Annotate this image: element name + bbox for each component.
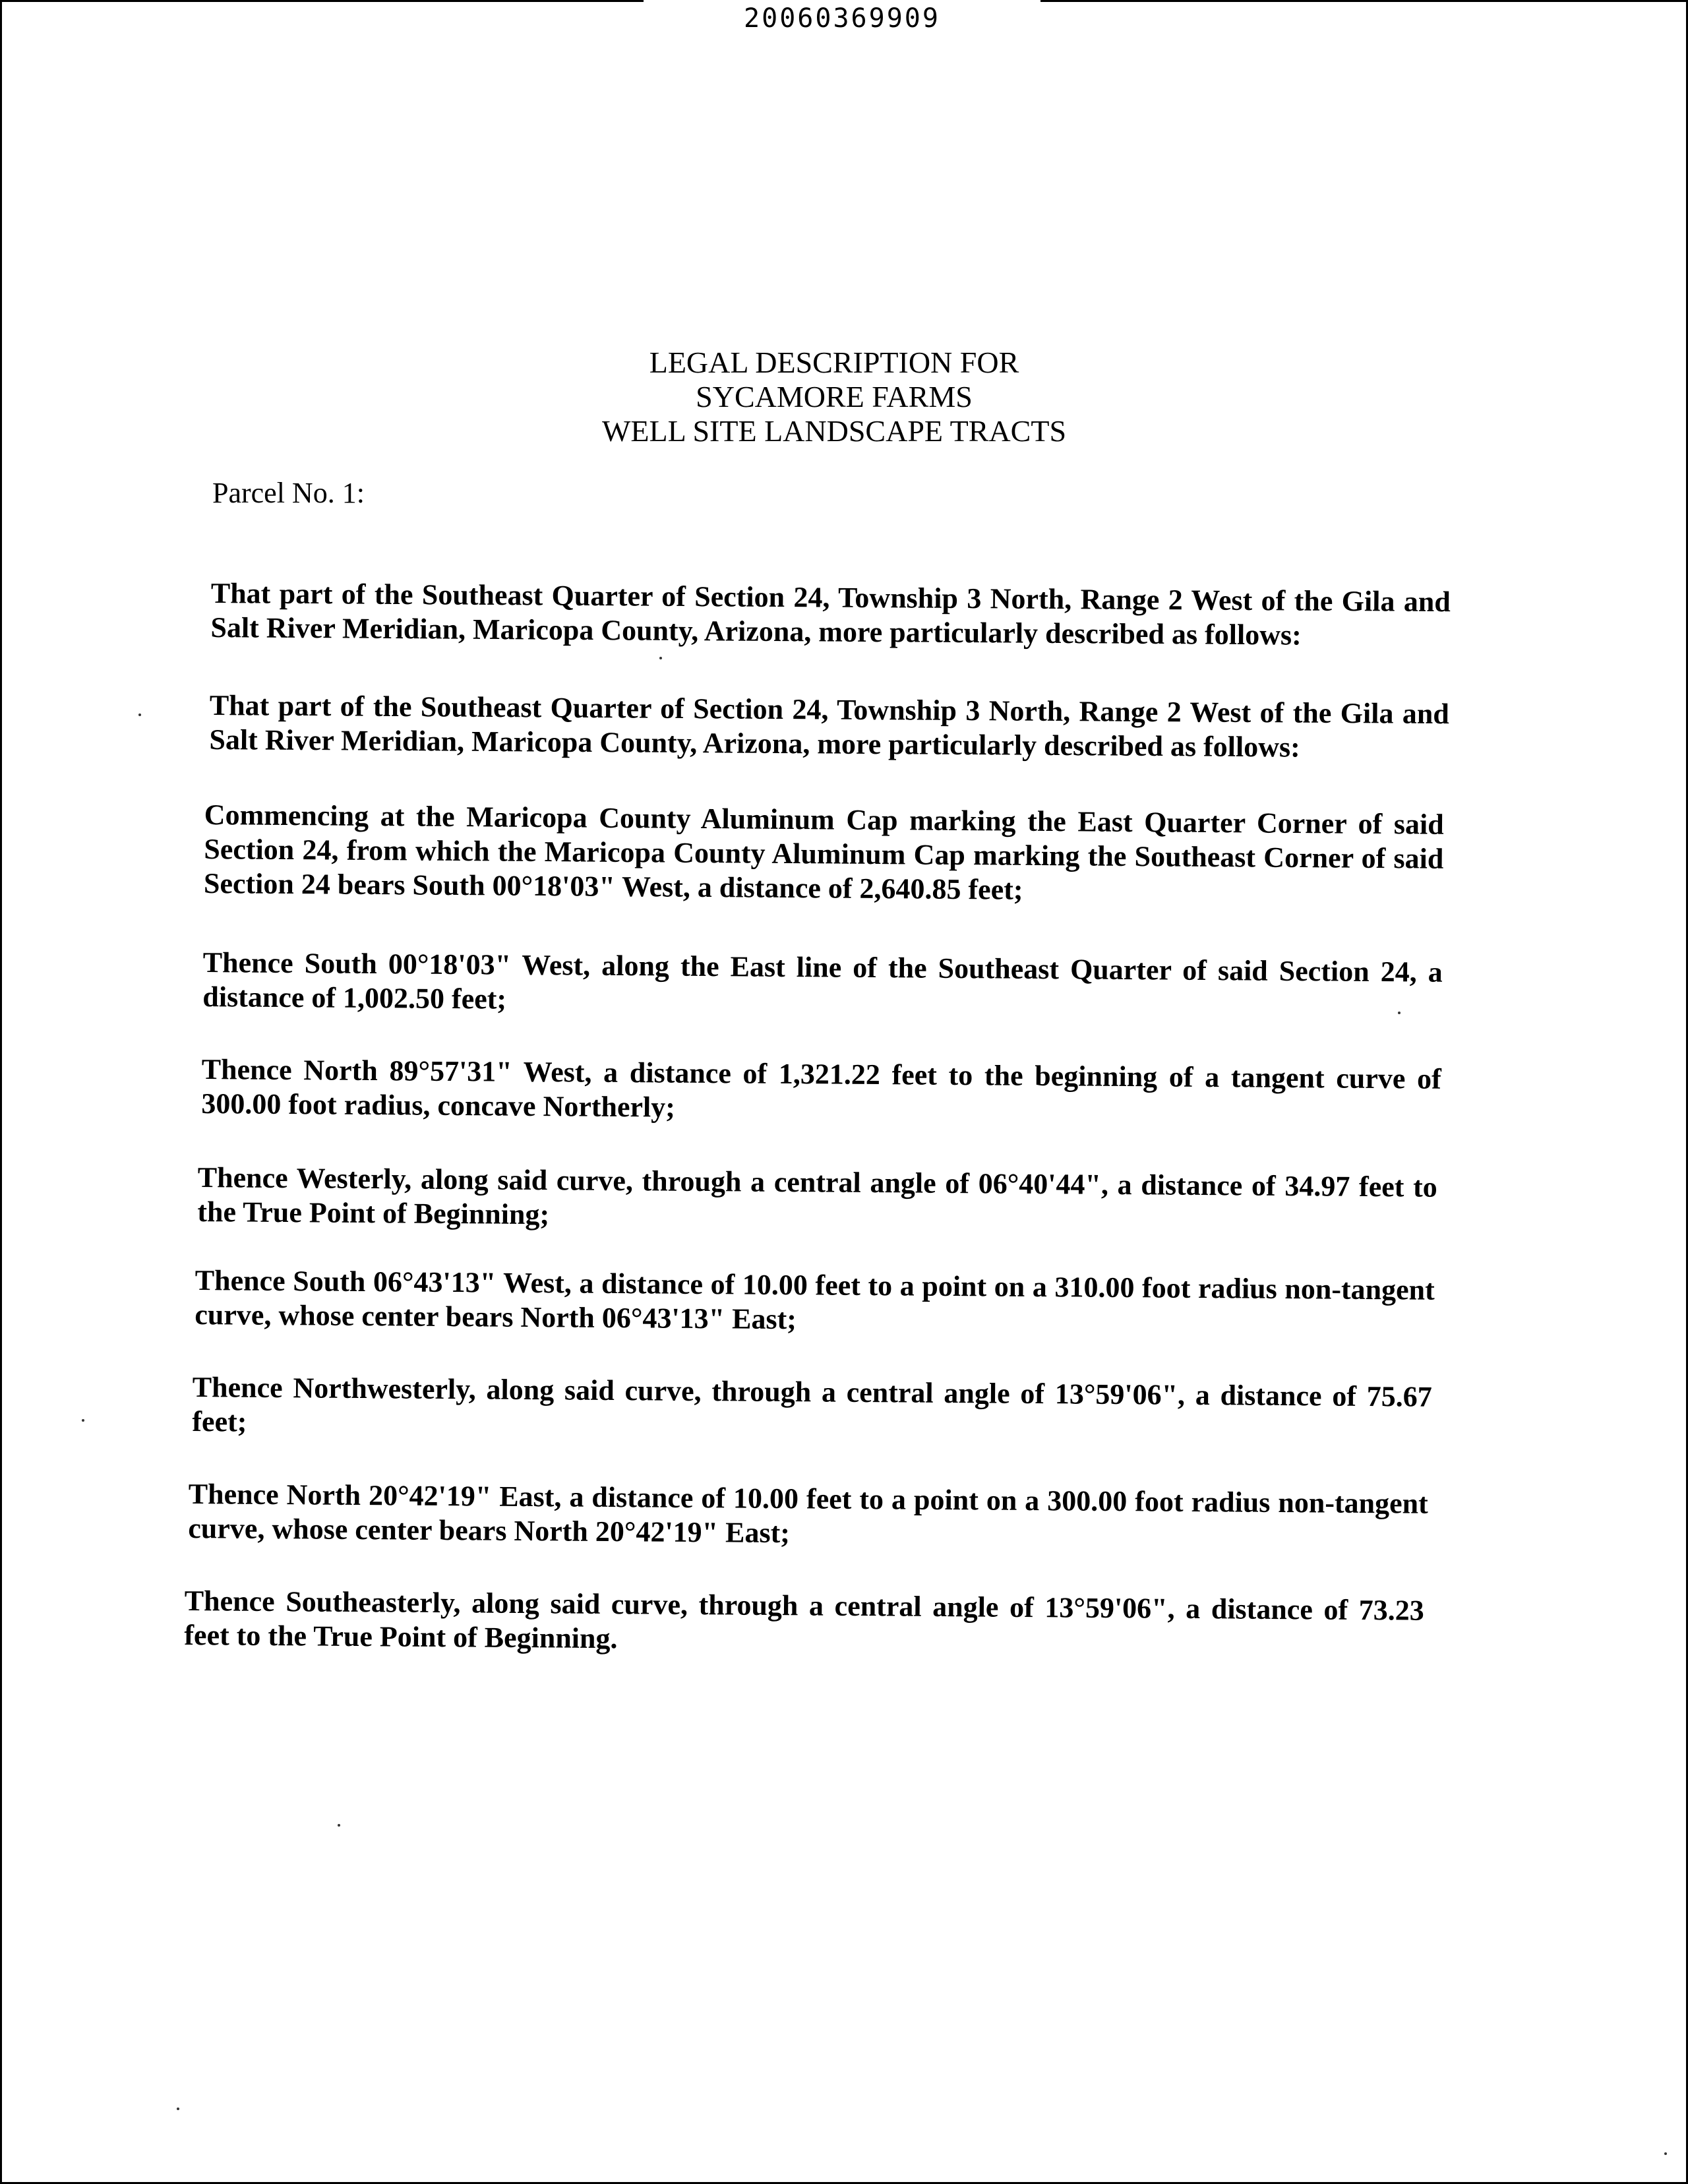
course-paragraph-6: Thence North 20°42'19" East, a distance of 10.00 feet to a point on a 300.00 foot radius non-tangent curve, whose center bears North 20°42'19" East;	[188, 1478, 1428, 1550]
commencing-paragraph: Commencing at the Maricopa County Aluminum Cap marking the East Quarter Corner of said Section 24, from which the Maricopa County Aluminum Cap marking the Southeast Corner of said Section 24 bears South 00°18'03" West, a distance of 2,640.85 feet;	[203, 799, 1444, 906]
scan-speck	[138, 713, 141, 716]
scan-speck	[82, 1419, 84, 1422]
scan-speck	[338, 1824, 340, 1827]
course-paragraph-3: Thence Westerly, along said curve, through a central angle of 06°40'44", a distance of 34.97 feet to the True Point of Beginning;	[197, 1161, 1437, 1231]
course-paragraph-5: Thence Northwesterly, along said curve, through a central angle of 13°59'06", a distance of 75.67 feet;	[192, 1371, 1432, 1438]
scan-border-left	[0, 0, 2, 2184]
scan-speck	[177, 2108, 179, 2110]
description-paragraph-2: That part of the Southeast Quarter of Section 24, Township 3 North, Range 2 West of the Gila and Salt River Meridian, Maricopa County, Arizona, more particularly described as follows:	[209, 689, 1449, 764]
scan-speck	[659, 657, 662, 659]
document-title	[462, 346, 1207, 448]
scan-border-top-right	[1040, 0, 1688, 2]
parcel-label: Parcel No. 1:	[212, 477, 365, 509]
course-paragraph-2: Thence North 89°57'31" West, a distance of 1,321.22 feet to the beginning of a tangent curve of 300.00 foot radius, concave Northerly;	[201, 1053, 1441, 1124]
title-line-3: WELL SITE LANDSCAPE TRACTS	[601, 414, 1067, 448]
course-paragraph-4: Thence South 06°43'13" West, a distance of 10.00 feet to a point on a 310.00 foot radius non-tangent curve, whose center bears North 06°43'13" East;	[195, 1264, 1435, 1336]
description-paragraph-1: That part of the Southeast Quarter of Section 24, Township 3 North, Range 2 West of the Gila and Salt River Meridian, Maricopa County, Arizona, more particularly described as follows:	[210, 577, 1451, 652]
scan-speck	[1664, 2152, 1667, 2155]
scan-speck	[1398, 1012, 1401, 1014]
scan-border-top-left	[0, 0, 644, 2]
title-line-1: LEGAL DESCRIPTION FOR	[649, 346, 1019, 379]
recording-number: 20060369909	[744, 3, 940, 34]
course-paragraph-7: Thence Southeasterly, along said curve, through a central angle of 13°59'06", a distance of 73.23 feet to the True Point of Beginning.	[184, 1585, 1424, 1655]
title-line-2: SYCAMORE FARMS	[696, 380, 973, 413]
course-paragraph-1: Thence South 00°18'03" West, along the East line of the Southeast Quarter of said Section 24, a distance of 1,002.50 feet;	[202, 946, 1443, 1016]
